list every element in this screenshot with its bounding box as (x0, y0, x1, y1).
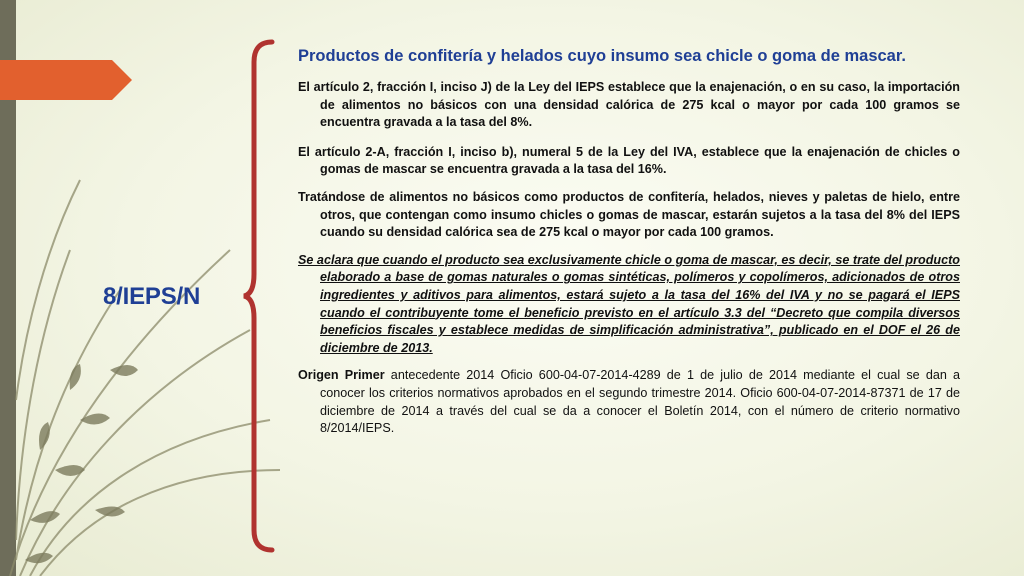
paragraph-iva-article: El artículo 2-A, fracción I, inciso b), numeral 5 de la Ley del IVA, establece que la enajenación de chicles o gomas de mascar se encuentra gravada a la tasa del 16%. (298, 144, 960, 177)
origin-lead: Origen Primer (298, 368, 385, 383)
paragraph-origin (298, 367, 960, 437)
origin-text: antecedente 2014 Oficio 600-04-07-2014-4289 de 1 de julio de 2014 mediante el cual se dan a conocer los criterios normativos aprobados en el segundo trimestre 2014. Oficio 600-04-07-2014-87371 de 17 de diciembre de 2014 a través del cual se da a conocer el Boletín 2014, con el número de criterio normativo 8/2014/IEPS. (320, 368, 960, 436)
paragraph-non-basic-foods: Tratándose de alimentos no básicos como productos de confitería, helados, nieves y paletas de hielo, entre otros, que contengan como insumo chicles o gomas de mascar, estarán sujetos a la tasa del 8% del IEPS cuando su densidad calórica sea de 275 kcal o mayor por cada 100 gramos. (298, 189, 960, 240)
orange-arrow-tab (0, 60, 132, 100)
criterion-content (298, 46, 960, 450)
paragraph-clarification: Se aclara que cuando el producto sea exclusivamente chicle o goma de mascar, es decir, se trate del producto elaborado a base de gomas naturales o gomas sintéticas, polímeros y copolímeros, adicionados de otros ingredientes y aditivos para alimentos, estará sujeto a la tasa del 16% del IVA y no se pagará el IEPS cuando el contribuyente tome el beneficio previsto en el artículo 3.3 del “Decreto que compila diversos beneficios fiscales y establece medidas de simplificación administrativa”, publicado en el DOF el 26 de diciembre de 2013. (298, 252, 960, 355)
criterion-title: Productos de confitería y helados cuyo insumo sea chicle o goma de mascar. (298, 47, 906, 65)
red-bracket (240, 38, 280, 554)
paragraph-ieps-article: El artículo 2, fracción I, inciso J) de la Ley del IEPS establece que la enajenación, o en su caso, la importación de alimentos no básicos con una densidad calórica de 275 kcal o mayor por cada 100 gramos se encuentra gravada a la tasa del 8%. (298, 80, 960, 130)
criterion-code-label: 8/IEPS/N (103, 283, 201, 310)
